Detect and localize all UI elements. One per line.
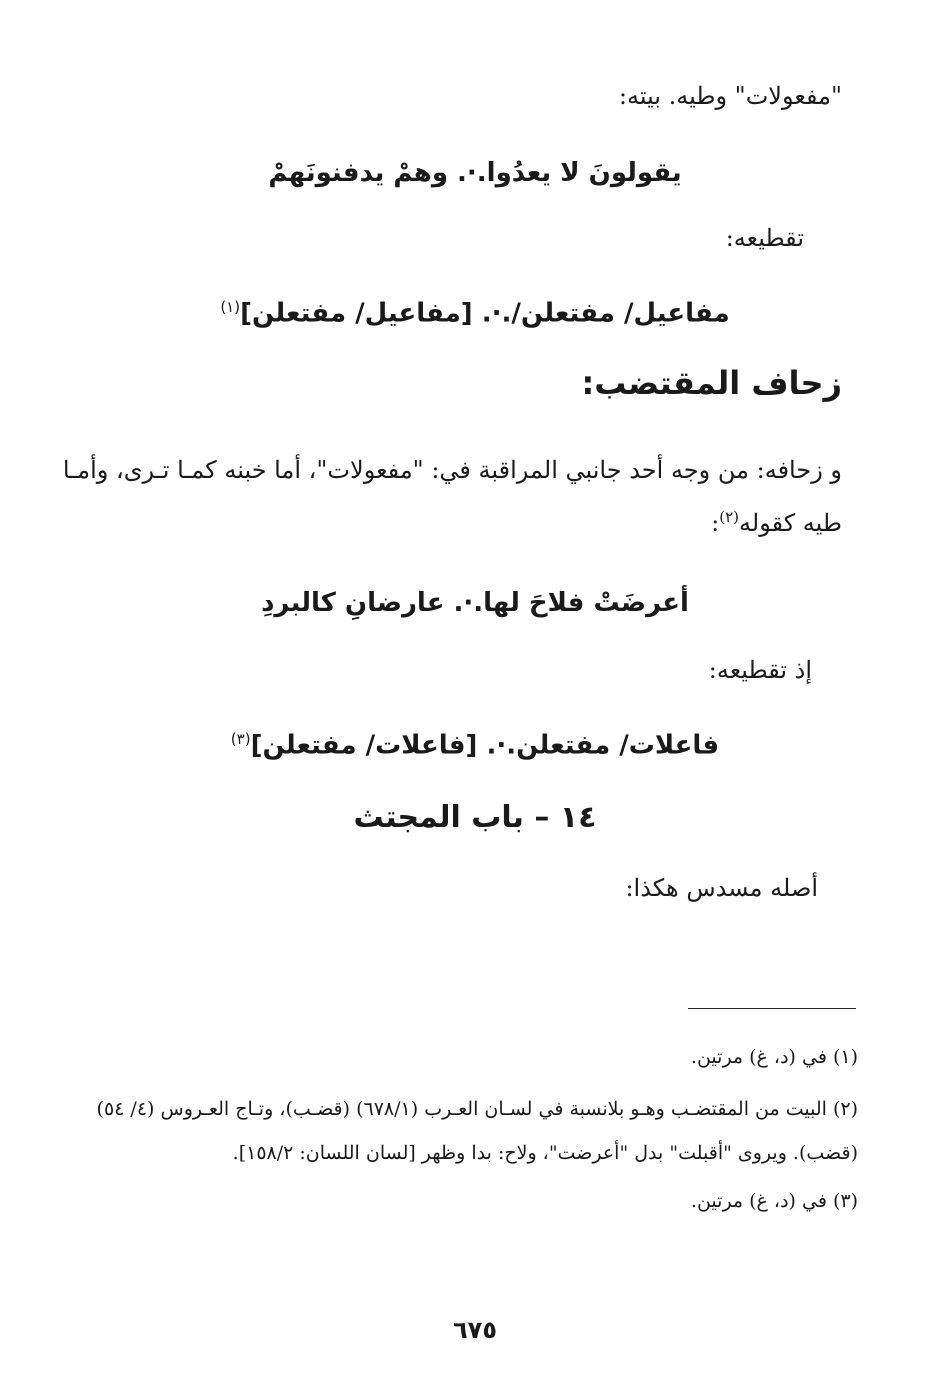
paragraph-line-1-text: و زحافه: من وجه أحد جانبي المراقبة في: "مفعولات"، أما خبنه كمـا تـرى، وأمـا (62, 456, 842, 484)
verse-1 (0, 158, 950, 188)
verse-2-text: أعرضَتْ فلاحَ لها.·. عارضانِ كالبردِ (261, 588, 689, 618)
footnote-ref-2: (٢) (719, 508, 740, 526)
section-heading-text: زحاف المقتضب: (581, 364, 842, 402)
footnote-3 (691, 1190, 858, 1212)
scansion-2-text: فاعلات/ مفتعلن.·. [فاعلات/ مفتعلن] (250, 730, 720, 761)
scansion-label-1 (726, 224, 804, 252)
footnote-3-text: (٣) في (د، غ) مرتين. (690, 1190, 858, 1212)
paragraph-line-2-colon: : (711, 509, 720, 537)
closing-line (625, 874, 818, 902)
closing-line-text: أصله مسدس هكذا: (625, 874, 818, 902)
chapter-title-text: ١٤ – باب المجتث (353, 800, 597, 835)
section-heading (581, 364, 842, 402)
footnote-2-line-2 (233, 1142, 858, 1164)
chapter-title (0, 800, 950, 835)
paragraph-line-1 (62, 456, 842, 484)
footnote-ref-1: (١) (220, 298, 241, 316)
page-number (0, 1316, 950, 1344)
page-number-text: ٦٧٥ (453, 1316, 497, 1344)
footnote-1 (691, 1046, 858, 1068)
footnote-1-text: (١) في (د، غ) مرتين. (690, 1046, 858, 1068)
intro-text: "مفعولات" وطيه. بيته: (618, 82, 842, 110)
scansion-1 (0, 298, 950, 329)
footnote-2-line-1-text: (٢) البيت من المقتضـب وهـو بلانسبة في لسـان العـرب (٦٧٨/١) (قضـب)، وتـاج العـروس (٤/ ٥٤) (96, 1098, 858, 1120)
scansion-label-2 (709, 656, 812, 684)
paragraph-line-2-text: طيه كقوله (739, 509, 842, 537)
scansion-label-1-text: تقطيعه: (725, 224, 804, 252)
scansion-2 (0, 730, 950, 761)
footnote-2-line-1 (97, 1098, 858, 1120)
scansion-1-text: مفاعيل/ مفتعلن/.·. [مفاعيل/ مفتعلن] (240, 298, 730, 329)
scansion-label-2-text: إذ تقطيعه: (708, 656, 812, 684)
paragraph-line-2 (711, 508, 842, 537)
intro-line (619, 82, 842, 110)
footnote-ref-3: (٣) (230, 730, 251, 748)
footnote-divider (688, 1008, 856, 1009)
verse-2 (0, 588, 950, 618)
footnote-2-line-2-text: (قضب). ويروى "أقبلت" بدل "أعرضت"، ولاح: بدا وظهر [لسان اللسان: ١٥٨/٢]. (232, 1142, 858, 1164)
verse-1-text: يقولونَ لا يعدُوا.·. وهمْ يدفنونَهمْ (268, 158, 682, 188)
